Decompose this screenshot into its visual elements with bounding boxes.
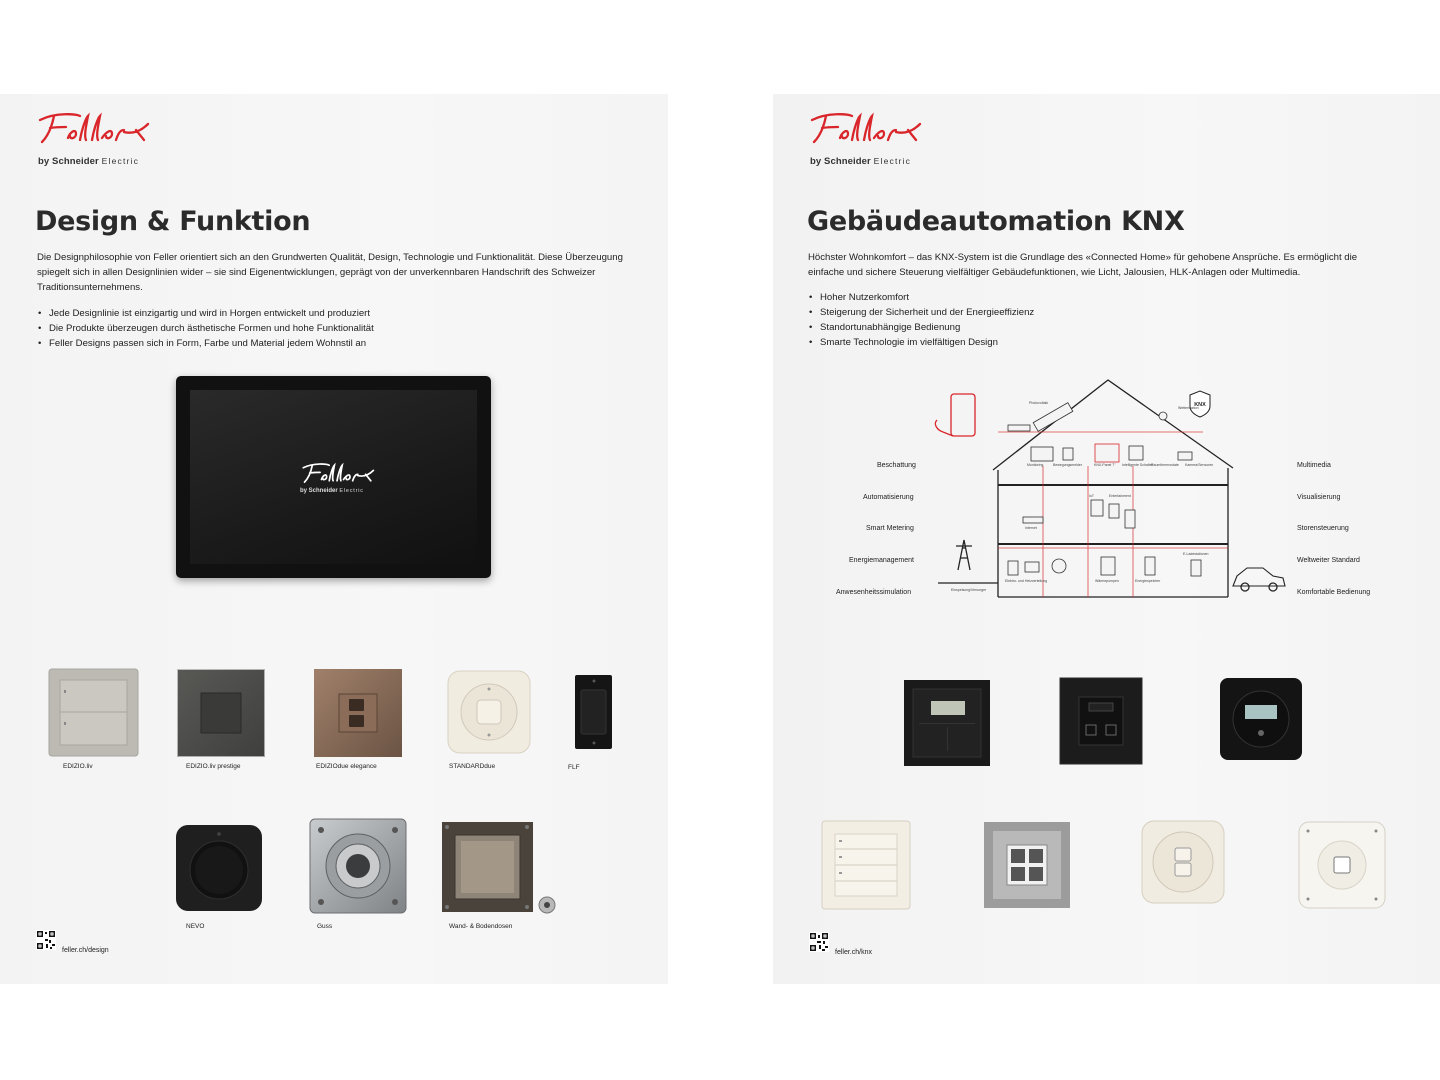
diagram-label-left: Energiemanagement bbox=[849, 557, 914, 564]
knx-url-link[interactable]: feller.ch/knx bbox=[835, 949, 872, 956]
edizio-liv-prestige-switch bbox=[177, 669, 265, 757]
feller-logo bbox=[808, 108, 928, 168]
product-label: STANDARDdue bbox=[449, 763, 496, 770]
nevo-switch bbox=[175, 824, 263, 912]
product-label: Wand- & Bodendosen bbox=[449, 923, 513, 930]
knx-poster bbox=[773, 94, 1440, 984]
knx-round-switch-cream bbox=[1141, 820, 1225, 904]
feller-wordmark-icon bbox=[808, 108, 923, 148]
diagram-label-left: Smart Metering bbox=[866, 525, 914, 532]
bullet-list bbox=[37, 306, 374, 351]
diagram-device-label: KNX-Panel 7" bbox=[1094, 463, 1116, 467]
knx-house-diagram bbox=[833, 372, 1393, 612]
flf-switch bbox=[574, 674, 614, 750]
knx-display-thermostat-black bbox=[903, 679, 991, 767]
qr-code-icon[interactable] bbox=[36, 930, 56, 950]
diagram-device-label: Bewegungsmelder bbox=[1053, 463, 1082, 467]
list-item: • Jede Designlinie ist einzigartig und wird in Horgen entwickelt und produziert bbox=[37, 306, 374, 321]
diagram-device-label: IoT bbox=[1089, 494, 1095, 498]
product-label: FLF bbox=[568, 764, 580, 771]
design-url-link[interactable]: feller.ch/design bbox=[62, 947, 109, 954]
knx-glass-controller-black bbox=[1059, 677, 1143, 765]
knx-push-button-white bbox=[821, 820, 911, 910]
edizio-liv-switch bbox=[48, 668, 140, 758]
list-item: • Die Produkte überzeugen durch ästhetische Formen und hohe Funktionalität bbox=[37, 321, 374, 336]
diagram-device-label: Wetterstation bbox=[1178, 406, 1199, 410]
diagram-label-left: Automatisierung bbox=[863, 494, 914, 501]
diagram-label-left: Anwesenheitssimulation bbox=[836, 589, 912, 596]
guss-socket bbox=[309, 818, 407, 914]
wall-floor-box bbox=[441, 821, 557, 917]
product-label: EDIZIO.liv bbox=[63, 763, 93, 770]
diagram-label-right: Komfortable Bedienung bbox=[1297, 589, 1371, 596]
list-item: • Steigerung der Sicherheit und der Energieeffizienz bbox=[808, 305, 1034, 320]
qr-code-icon[interactable] bbox=[809, 932, 829, 952]
logo-tagline: by Schneider Electric bbox=[810, 156, 912, 167]
list-item: • Smarte Technologie im vielfältigen Design bbox=[808, 335, 1034, 350]
edizio-due-elegance-switch bbox=[313, 668, 403, 758]
screen-logo bbox=[298, 460, 388, 500]
diagram-device-label: Entertainment bbox=[1109, 494, 1131, 498]
diagram-device-label: Einspeisung/Versorger bbox=[951, 588, 987, 592]
standard-due-switch bbox=[447, 670, 531, 754]
knx-four-button-grey bbox=[983, 821, 1071, 909]
diagram-device-label: Energiespeicher bbox=[1135, 579, 1161, 583]
knx-square-button-white bbox=[1298, 821, 1386, 909]
product-label: NEVO bbox=[186, 923, 205, 930]
intro-text: Höchster Wohnkomfort – das KNX-System ist die Grundlage des «Connected Home» für gehobene Ansprüche. Es ermöglicht die einfache und sichere Steuerung vielfältiger Gebäudefunktionen, wie Licht, Jalousien, HLK-Anlagen oder Multimedia. bbox=[808, 252, 1358, 278]
list-item: • Feller Designs passen sich in Form, Farbe und Material jedem Wohnstil an bbox=[37, 336, 374, 351]
feller-logo bbox=[36, 108, 156, 168]
knx-badge-text: KNX bbox=[1194, 402, 1206, 408]
diagram-device-label: Elektro- und Heizverteilung bbox=[1005, 579, 1048, 583]
feller-wordmark-icon bbox=[298, 460, 378, 486]
product-label: Guss bbox=[317, 923, 333, 930]
product-label: EDIZIO.liv prestige bbox=[186, 763, 241, 770]
diagram-device-label: E-Ladestationen bbox=[1183, 552, 1209, 556]
house-diagram-graphic bbox=[833, 372, 1393, 612]
diagram-device-label: Wärmepumpen bbox=[1095, 579, 1119, 583]
intro-text: Die Designphilosophie von Feller orientiert sich an den Grundwerten Qualität, Design, Technologie und Funktionalität. Diese Überzeugung spiegelt sich in allen Designlinien wider – sie sind Eigenentwicklungen, geprägt von der unverkennbaren Handschrift des Schweizer Traditionsunternehmens. bbox=[37, 252, 623, 293]
diagram-device-label: Monitoring bbox=[1027, 463, 1044, 467]
diagram-device-label: Internet bbox=[1025, 526, 1037, 530]
diagram-label-right: Storensteuerung bbox=[1297, 525, 1349, 532]
diagram-device-label: Kamera/Sensoren bbox=[1185, 463, 1214, 467]
diagram-label-right: Visualisierung bbox=[1297, 494, 1341, 501]
logo-tagline: by Schneider Electric bbox=[38, 156, 140, 167]
knx-round-display-black bbox=[1219, 677, 1303, 761]
feller-wordmark-icon bbox=[36, 108, 151, 148]
list-item: • Standortunabhängige Bedienung bbox=[808, 320, 1034, 335]
page-title: Gebäudeautomation KNX bbox=[807, 206, 1185, 237]
diagram-label-right: Weltweiter Standard bbox=[1297, 557, 1360, 564]
screen-tagline: by Schneider Electric bbox=[300, 488, 364, 494]
diagram-device-label: Raumthermostate bbox=[1151, 463, 1179, 467]
touch-panel-device bbox=[176, 376, 491, 578]
diagram-device-label: Photovoltaik bbox=[1029, 401, 1049, 405]
design-poster bbox=[0, 94, 668, 984]
list-item: • Hoher Nutzerkomfort bbox=[808, 290, 1034, 305]
touch-panel-screen bbox=[190, 390, 477, 564]
diagram-label-left: Beschattung bbox=[877, 462, 916, 469]
bullet-list bbox=[808, 290, 1034, 350]
diagram-device-label: Intelligente Schalter bbox=[1122, 463, 1153, 467]
diagram-label-right: Multimedia bbox=[1297, 462, 1331, 469]
page-title: Design & Funktion bbox=[35, 206, 311, 237]
product-label: EDIZIOdue elegance bbox=[316, 763, 377, 770]
